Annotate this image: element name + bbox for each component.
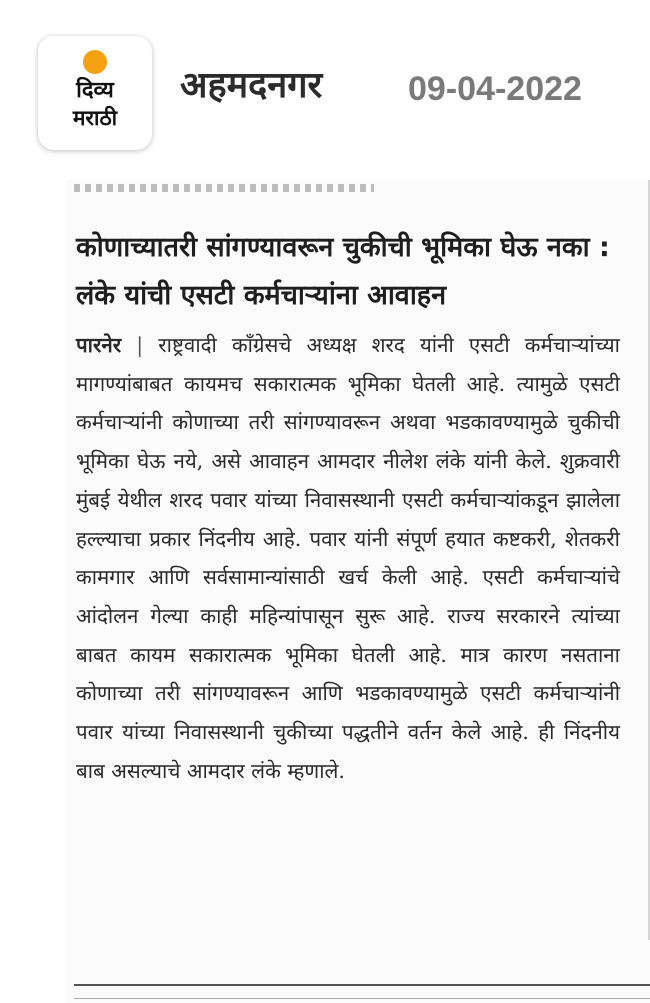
logo-sun-dot [83, 50, 107, 74]
clipping-top-cutoff [74, 184, 374, 192]
article-dateline: पारनेर [76, 333, 122, 357]
dateline-separator: | [136, 333, 144, 357]
edition-city: अहमदनगर [180, 65, 323, 106]
article-end-rule-thin [74, 998, 650, 999]
logo-text-line2: मराठी [72, 106, 118, 130]
news-clipping[interactable] [66, 180, 650, 1003]
app-header [0, 0, 650, 175]
article-body-text: राष्ट्रवादी काँग्रेसचे अध्यक्ष शरद यांनी एसटी कर्मचाऱ्यांच्या मागण्यांबाबत कायमच सकारात्मक भूमिका घेतली आहे. त्यामुळे एसटी कर्मचाऱ्यांनी कोणाच्या तरी सांगण्यावरून अथवा भडकावण्यामुळे चुकीची भूमिका घेऊ नये, असे आवाहन आमदार नीलेश लंके यांनी केले. शुक्रवारी मुंबई येथील शरद पवार यांच्या निवासस्थानी एसटी कर्मचाऱ्यांकडून झालेला हल्ल्याचा प्रकार निंदनीय आहे. पवार यांनी संपूर्ण हयात कष्टकरी, शेतकरी कामगार आणि सर्वसामान्यांसाठी खर्च केली आहे. एसटी कर्मचाऱ्यांचे आंदोलन गेल्या काही महिन्यांपासून सुरू आहे. राज्य सरकारने त्यांच्या बाबत कायम सकारात्मक भूमिका घेतली आहे. मात्र कारण नसताना कोणाच्या तरी सांगण्यावरून आणि भडकावण्यामुळे एसटी कर्मचाऱ्यांनी पवार यांच्या निवासस्थानी चुकीच्या पद्धतीने वर्तन केले आहे. ही निंदनीय बाब असल्याचे आमदार लंके म्हणाले. [76, 333, 620, 783]
article-headline: कोणाच्यातरी सांगण्यावरून चुकीची भूमिका घेऊ नका : लंके यांची एसटी कर्मचाऱ्यांना आवाहन [76, 232, 610, 311]
article-end-rule [74, 984, 650, 986]
divya-marathi-logo[interactable] [38, 36, 152, 150]
article-body [76, 326, 620, 790]
logo-text-line1: दिव्य [76, 78, 114, 103]
edition-date: 09-04-2022 [408, 70, 582, 108]
